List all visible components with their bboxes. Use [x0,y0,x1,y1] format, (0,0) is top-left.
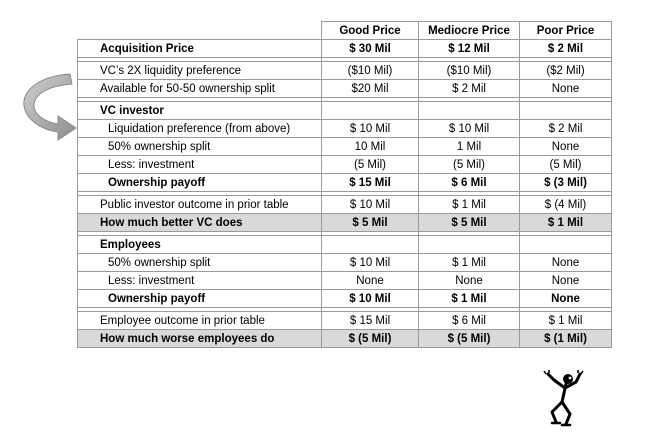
table-row [78,196,612,214]
stick-figure-icon [540,370,590,430]
value-cell: $ 30 Mil [322,40,419,58]
row-label: Available for 50-50 ownership split [78,80,322,98]
row-label: Liquidation preference (from above) [78,120,322,138]
row-label: Public investor outcome in prior table [78,196,322,214]
value-cell: None [520,80,612,98]
row-label: Ownership payoff [78,290,322,308]
value-cell: $ 1 Mil [419,290,520,308]
value-cell: $ 2 Mil [520,40,612,58]
table-row [78,290,612,308]
value-cell: $20 Mil [322,80,419,98]
table-row [78,156,612,174]
header-good-price: Good Price [322,22,419,40]
value-cell: None [520,290,612,308]
table-row [78,254,612,272]
value-cell: $ 10 Mil [322,254,419,272]
value-cell: $ (5 Mil) [419,330,520,348]
table-row [78,40,612,58]
row-label: 50% ownership split [78,254,322,272]
row-label: How much worse employees do [78,330,322,348]
row-label: How much better VC does [78,214,322,232]
value-cell: None [520,138,612,156]
value-cell: (5 Mil) [419,156,520,174]
value-cell: $ 15 Mil [322,312,419,330]
row-label: Employee outcome in prior table [78,312,322,330]
value-cell [520,102,612,120]
value-cell: $ 10 Mil [322,120,419,138]
value-cell [322,102,419,120]
value-cell: None [322,272,419,290]
value-cell: $ (3 Mil) [520,174,612,192]
value-cell: $ 2 Mil [419,80,520,98]
value-cell: $ 5 Mil [322,214,419,232]
value-cell [520,236,612,254]
table-row [78,214,612,232]
value-cell: $ 10 Mil [322,290,419,308]
value-cell [419,102,520,120]
value-cell: ($10 Mil) [322,62,419,80]
table-row [78,312,612,330]
curved-arrow-icon [18,68,80,148]
value-cell: $ 1 Mil [419,196,520,214]
value-cell [419,236,520,254]
value-cell: 10 Mil [322,138,419,156]
table-row [78,62,612,80]
value-cell: $ 10 Mil [419,120,520,138]
row-label: Ownership payoff [78,174,322,192]
header-mediocre-price: Mediocre Price [419,22,520,40]
header-row [78,22,612,40]
header-blank-cell [78,22,322,40]
value-cell: $ 5 Mil [419,214,520,232]
table-row [78,80,612,98]
row-label: VC investor [78,102,322,120]
value-cell: (5 Mil) [520,156,612,174]
table-row [78,236,612,254]
payoff-table [77,21,612,348]
value-cell: None [520,254,612,272]
row-label: 50% ownership split [78,138,322,156]
table-row [78,272,612,290]
value-cell: $ 15 Mil [322,174,419,192]
value-cell: None [520,272,612,290]
value-cell: 1 Mil [419,138,520,156]
table-row [78,138,612,156]
row-label: Less: investment [78,272,322,290]
table-row [78,102,612,120]
value-cell: $ 12 Mil [419,40,520,58]
value-cell [322,236,419,254]
value-cell: ($10 Mil) [419,62,520,80]
value-cell: ($2 Mil) [520,62,612,80]
value-cell: $ 1 Mil [520,312,612,330]
value-cell: $ 6 Mil [419,312,520,330]
value-cell: $ 1 Mil [419,254,520,272]
value-cell: None [419,272,520,290]
row-label: Acquisition Price [78,40,322,58]
value-cell: $ (1 Mil) [520,330,612,348]
value-cell: $ 2 Mil [520,120,612,138]
row-label: Employees [78,236,322,254]
table-body [78,40,612,348]
value-cell: $ (4 Mil) [520,196,612,214]
value-cell: $ 6 Mil [419,174,520,192]
header-poor-price: Poor Price [520,22,612,40]
row-label: VC’s 2X liquidity preference [78,62,322,80]
value-cell: $ (5 Mil) [322,330,419,348]
value-cell: $ 10 Mil [322,196,419,214]
value-cell: (5 Mil) [322,156,419,174]
value-cell: $ 1 Mil [520,214,612,232]
table-row [78,330,612,348]
table-row [78,120,612,138]
row-label: Less: investment [78,156,322,174]
table-row [78,174,612,192]
